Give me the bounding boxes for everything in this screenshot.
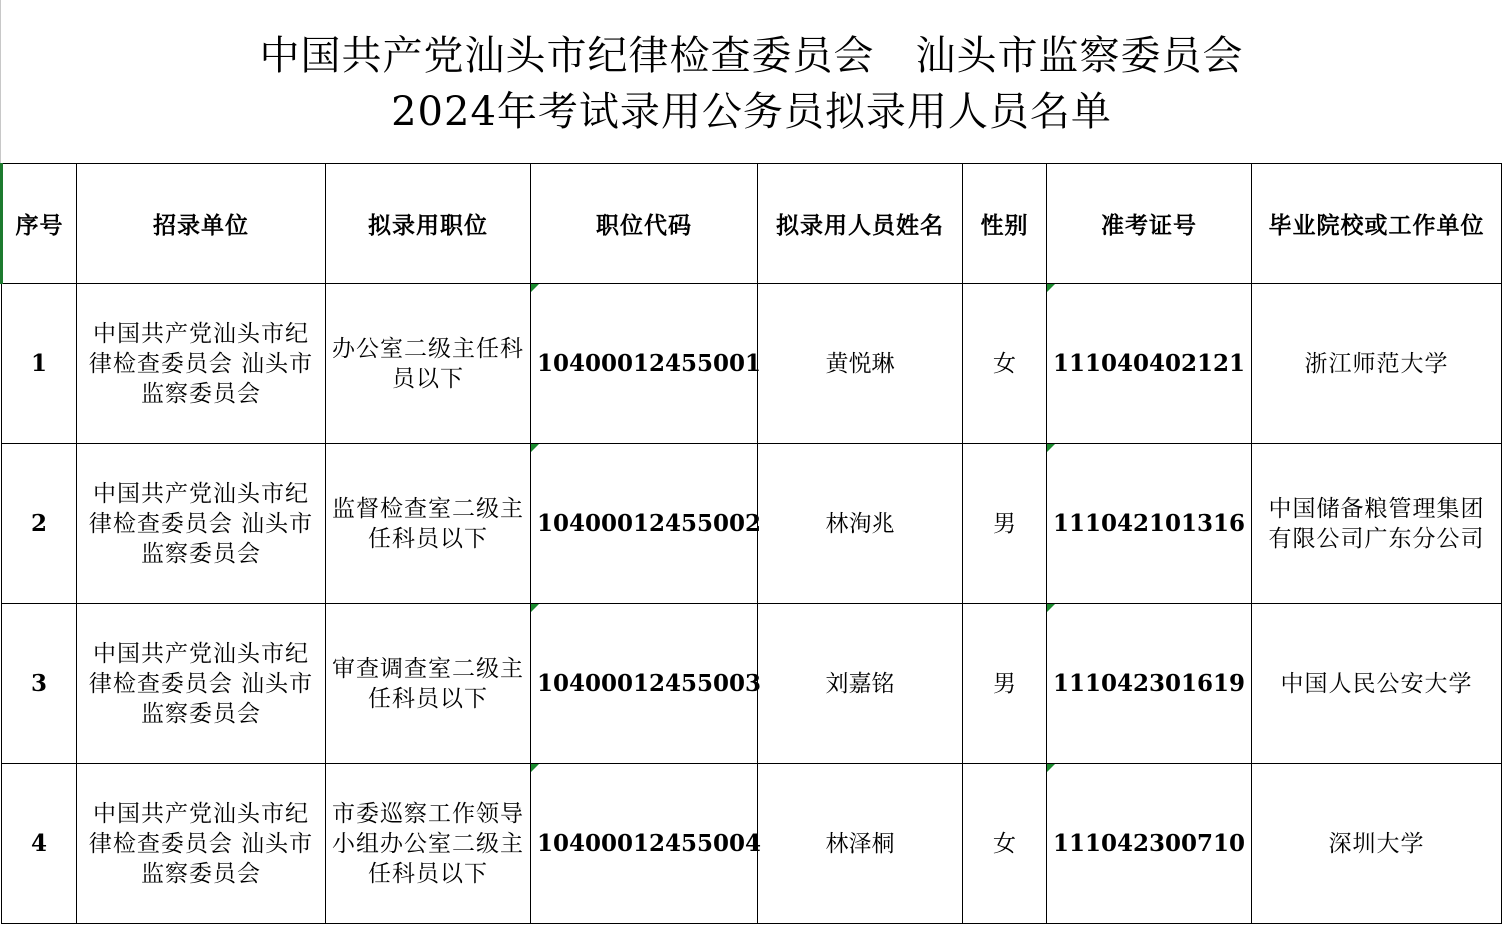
- cell-name: 林泽桐: [758, 764, 963, 924]
- cell-gender: 男: [963, 604, 1047, 764]
- header-exam-id: 准考证号: [1047, 164, 1252, 284]
- cell-marker-icon: [531, 764, 539, 772]
- cell-position: 审查调查室二级主任科员以下: [326, 604, 531, 764]
- cell-unit: 中国共产党汕头市纪律检查委员会 汕头市监察委员会: [77, 604, 326, 764]
- cell-position: 市委巡察工作领导小组办公室二级主任科员以下: [326, 764, 531, 924]
- cell-gender: 男: [963, 444, 1047, 604]
- header-code: 职位代码: [531, 164, 758, 284]
- cell-school: 浙江师范大学: [1252, 284, 1502, 444]
- cell-code: [531, 284, 762, 444]
- cell-marker-icon: [531, 604, 539, 612]
- cell-unit: 中国共产党汕头市纪律检查委员会 汕头市监察委员会: [77, 444, 326, 604]
- table-row: [2, 444, 1502, 604]
- cell-seq: 1: [2, 284, 77, 444]
- cell-code: [531, 764, 762, 924]
- candidate-table: [0, 163, 1502, 924]
- header-seq: 序号: [2, 164, 77, 284]
- cell-code-text: 10400012455002: [537, 509, 762, 537]
- cell-marker-icon: [531, 284, 539, 292]
- header-school: 毕业院校或工作单位: [1252, 164, 1502, 284]
- cell-exam-id-text: 111042101316: [1053, 509, 1246, 537]
- table-header: [2, 164, 1502, 284]
- cell-unit: 中国共产党汕头市纪律检查委员会 汕头市监察委员会: [77, 764, 326, 924]
- cell-name: 黄悦琳: [758, 284, 963, 444]
- table-row: [2, 764, 1502, 924]
- cell-exam-id-text: 111040402121: [1053, 349, 1246, 377]
- header-unit: 招录单位: [77, 164, 326, 284]
- table-body: [2, 284, 1502, 924]
- cell-seq: 4: [2, 764, 77, 924]
- cell-marker-icon: [1047, 604, 1055, 612]
- cell-name: 林洵兆: [758, 444, 963, 604]
- cell-marker-icon: [1047, 444, 1055, 452]
- cell-position: 办公室二级主任科员以下: [326, 284, 531, 444]
- cell-gender: 女: [963, 284, 1047, 444]
- cell-exam-id: [1047, 284, 1252, 444]
- cell-code-text: 10400012455001: [537, 349, 762, 377]
- cell-school: 中国人民公安大学: [1252, 604, 1502, 764]
- cell-exam-id: [1047, 764, 1252, 924]
- cell-unit: 中国共产党汕头市纪律检查委员会 汕头市监察委员会: [77, 284, 326, 444]
- cell-seq: 3: [2, 604, 77, 764]
- header-gender: 性别: [963, 164, 1047, 284]
- cell-name: 刘嘉铭: [758, 604, 963, 764]
- cell-code-text: 10400012455004: [537, 829, 762, 857]
- cell-school: 中国储备粮管理集团有限公司广东分公司: [1252, 444, 1502, 604]
- cell-gender: 女: [963, 764, 1047, 924]
- header-position: 拟录用职位: [326, 164, 531, 284]
- cell-exam-id-text: 111042301619: [1053, 669, 1246, 697]
- cell-code: [531, 604, 762, 764]
- cell-marker-icon: [531, 444, 539, 452]
- table-row: [2, 604, 1502, 764]
- document-title: [0, 28, 1503, 140]
- title-line-2: 2024年考试录用公务员拟录用人员名单: [391, 89, 1112, 135]
- cell-exam-id-text: 111042300710: [1053, 829, 1246, 857]
- cell-position: 监督检查室二级主任科员以下: [326, 444, 531, 604]
- table-row: [2, 284, 1502, 444]
- cell-marker-icon: [1047, 284, 1055, 292]
- cell-exam-id: [1047, 444, 1252, 604]
- header-row: [2, 164, 1502, 284]
- cell-code-text: 10400012455003: [537, 669, 762, 697]
- cell-exam-id: [1047, 604, 1252, 764]
- cell-marker-icon: [1047, 764, 1055, 772]
- header-name: 拟录用人员姓名: [758, 164, 963, 284]
- title-line-1: 中国共产党汕头市纪律检查委员会 汕头市监察委员会: [259, 33, 1244, 79]
- cell-seq: 2: [2, 444, 77, 604]
- cell-school: 深圳大学: [1252, 764, 1502, 924]
- cell-code: [531, 444, 762, 604]
